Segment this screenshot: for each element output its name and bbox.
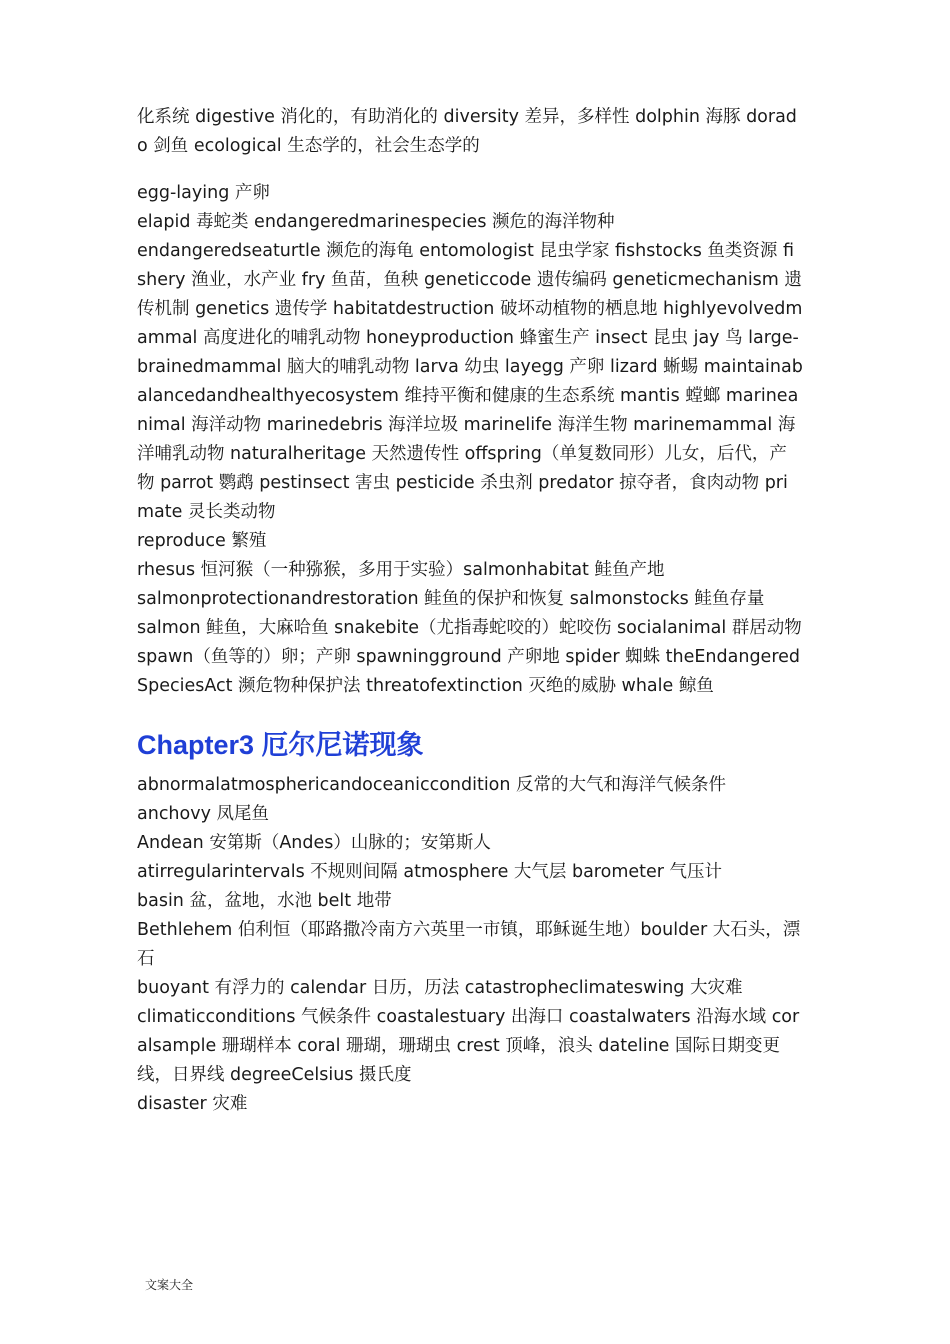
document-page <box>137 103 803 1119</box>
vocab-paragraph-2: egg-laying 产卵 <box>137 183 270 203</box>
el-nino-paragraph-5: basin 盆，盆地，水池 belt 地带 <box>137 891 392 911</box>
page-footer: 文案大全 <box>145 1278 194 1292</box>
el-nino-paragraph-4: atirregularintervals 不规则间隔 atmosphere 大气层 barometer 气压计 <box>137 862 723 882</box>
section-vocabulary-animals <box>137 103 803 701</box>
vocab-paragraph-7: salmonprotectionandrestoration 鲑鱼的保护和恢复 salmonstocks 鲑鱼存量 <box>137 589 765 609</box>
el-nino-paragraph-2: anchovy 凤尾鱼 <box>137 804 270 824</box>
el-nino-paragraph-6: Bethlehem 伯利恒（耶路撒冷南方六英里一市镇，耶稣诞生地）boulder 大石头，漂石 <box>137 920 801 969</box>
chapter-heading: Chapter3 厄尔尼诺现象 <box>137 730 424 760</box>
el-nino-paragraph-8: climaticconditions 气候条件 coastalestuary 出海口 coastalwaters 沿海水域 coralsample 珊瑚样本 coral 珊瑚，珊瑚虫 crest 顶峰，浪头 dateline 国际日期变更线，日界线 degreeCelsius 摄氏度 <box>137 1007 800 1085</box>
vocab-paragraph-1: 化系统 digestive 消化的，有助消化的 diversity 差异，多样性 dolphin 海豚 dorado 剑鱼 ecological 生态学的，社会生态学的 <box>137 107 797 156</box>
section-vocabulary-el-nino <box>137 771 803 1119</box>
vocab-paragraph-8: salmon 鲑鱼，大麻哈鱼 snakebite（尤指毒蛇咬的）蛇咬伤 socialanimal 群居动物 spawn（鱼等的）卵；产卵 spawningground 产卵地 spider 蜘蛛 theEndangeredSpeciesAct 濒危物种保护法 threatofextinction 灭绝的威胁 whale 鲸鱼 <box>137 618 802 696</box>
vocab-paragraph-6: rhesus 恒河猴（一种猕猴，多用于实验）salmonhabitat 鲑鱼产地 <box>137 560 665 580</box>
el-nino-paragraph-3: Andean 安第斯（Andes）山脉的；安第斯人 <box>137 833 491 853</box>
el-nino-paragraph-7: buoyant 有浮力的 calendar 日历，历法 catastropheclimateswing 大灾难 <box>137 978 743 998</box>
vocab-paragraph-4: endangeredseaturtle 濒危的海龟 entomologist 昆虫学家 fishstocks 鱼类资源 fishery 渔业，水产业 fry 鱼苗，鱼秧 geneticcode 遗传编码 geneticmechanism 遗传机制 genetics 遗传学 habitatdestruction 破坏动植物的栖息地 highlyevolvedmammal 高度进化的哺乳动物 honeyproduction 蜂蜜生产 insect 昆虫 jay 鸟 large-brainedmammal 脑大的哺乳动物 larva 幼虫 layegg 产卵 lizard 蜥蜴 maintainabalancedandhealthyecosystem 维持平衡和健康的生态系统 mantis 螳螂 marineanimal 海洋动物 marinedebris 海洋垃圾 marinelife 海洋生物 marinemammal 海洋哺乳动物 naturalheritage 天然遗传性 offspring（单复数同形）儿女，后代，产物 parrot 鹦鹉 pestinsect 害虫 pesticide 杀虫剂 predator 掠夺者，食肉动物 primate 灵长类动物 <box>137 241 803 522</box>
el-nino-paragraph-9: disaster 灾难 <box>137 1094 248 1114</box>
vocab-paragraph-3: elapid 毒蛇类 endangeredmarinespecies 濒危的海洋物种 <box>137 212 615 232</box>
vocab-paragraph-5: reproduce 繁殖 <box>137 531 267 551</box>
el-nino-paragraph-1: abnormalatmosphericandoceaniccondition 反常的大气和海洋气候条件 <box>137 775 727 795</box>
